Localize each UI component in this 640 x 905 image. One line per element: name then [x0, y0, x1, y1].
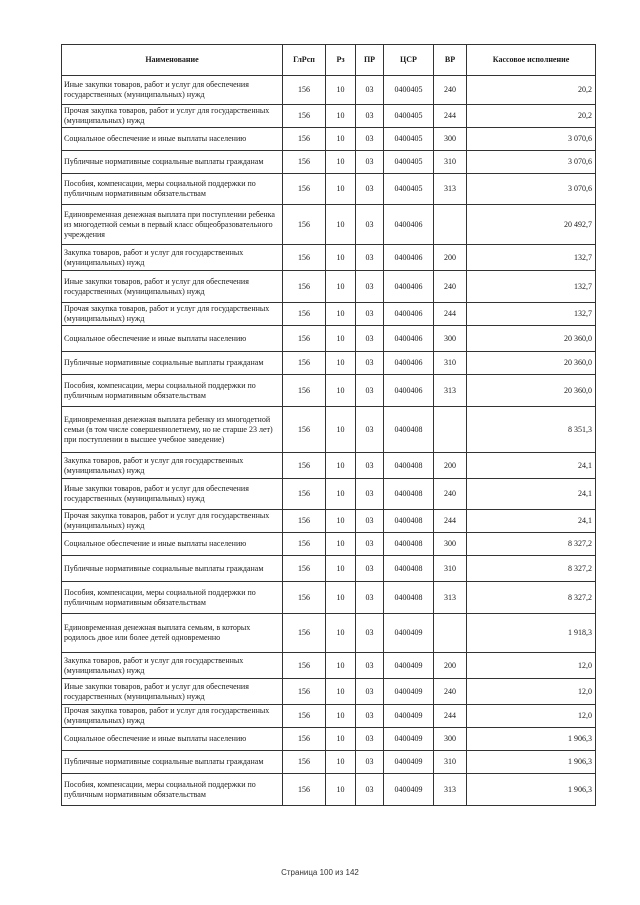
cell-rz: 10: [326, 245, 356, 271]
cell-rz: 10: [326, 407, 356, 453]
cell-rz: 10: [326, 151, 356, 174]
cell-amount: 20 360,0: [467, 375, 596, 407]
cell-rz: 10: [326, 705, 356, 728]
cell-name: Публичные нормативные социальные выплаты гражданам: [62, 352, 283, 375]
cell-rz: 10: [326, 271, 356, 303]
cell-vr: 200: [434, 245, 467, 271]
cell-csr: 0400408: [384, 582, 434, 614]
cell-pr: 03: [356, 479, 384, 510]
cell-amount: 12,0: [467, 705, 596, 728]
header-vr: ВР: [434, 45, 467, 76]
cell-pr: 03: [356, 174, 384, 205]
cell-vr: 313: [434, 582, 467, 614]
cell-glrsp: 156: [283, 271, 326, 303]
cell-csr: 0400405: [384, 174, 434, 205]
cell-amount: 8 351,3: [467, 407, 596, 453]
budget-table: [61, 44, 596, 806]
cell-csr: 0400409: [384, 774, 434, 806]
cell-csr: 0400405: [384, 76, 434, 105]
cell-csr: 0400406: [384, 326, 434, 352]
cell-rz: 10: [326, 453, 356, 479]
cell-pr: 03: [356, 582, 384, 614]
table-row: [62, 245, 596, 271]
cell-glrsp: 156: [283, 174, 326, 205]
page-number: Страница 100 из 142: [281, 868, 359, 877]
cell-rz: 10: [326, 533, 356, 556]
header-row: [62, 45, 596, 76]
cell-rz: 10: [326, 653, 356, 679]
cell-vr: [434, 407, 467, 453]
cell-pr: 03: [356, 556, 384, 582]
cell-pr: 03: [356, 510, 384, 533]
table-row: [62, 653, 596, 679]
cell-pr: 03: [356, 375, 384, 407]
table-row: [62, 453, 596, 479]
header-name: Наименование: [62, 45, 283, 76]
cell-amount: 132,7: [467, 245, 596, 271]
cell-amount: 8 327,2: [467, 582, 596, 614]
table-row: [62, 271, 596, 303]
cell-pr: 03: [356, 679, 384, 705]
cell-glrsp: 156: [283, 728, 326, 751]
cell-rz: 10: [326, 582, 356, 614]
cell-name: Пособия, компенсации, меры социальной поддержки по публичным нормативным обязательствам: [62, 582, 283, 614]
cell-glrsp: 156: [283, 245, 326, 271]
cell-csr: 0400406: [384, 352, 434, 375]
cell-name: Закупка товаров, работ и услуг для государственных (муниципальных) нужд: [62, 245, 283, 271]
cell-glrsp: 156: [283, 679, 326, 705]
cell-vr: 244: [434, 105, 467, 128]
cell-name: Единовременная денежная выплата семьям, в которых родилось двое или более детей одновременно: [62, 614, 283, 653]
cell-amount: 3 070,6: [467, 128, 596, 151]
cell-pr: 03: [356, 705, 384, 728]
table-row: [62, 751, 596, 774]
table-row: [62, 614, 596, 653]
table-row: [62, 326, 596, 352]
table-row: [62, 407, 596, 453]
cell-vr: 300: [434, 326, 467, 352]
cell-csr: 0400406: [384, 245, 434, 271]
cell-amount: 24,1: [467, 453, 596, 479]
cell-glrsp: 156: [283, 533, 326, 556]
cell-amount: 8 327,2: [467, 556, 596, 582]
cell-amount: 20 360,0: [467, 326, 596, 352]
cell-vr: 310: [434, 556, 467, 582]
table-row: [62, 151, 596, 174]
cell-rz: 10: [326, 76, 356, 105]
cell-csr: 0400408: [384, 453, 434, 479]
cell-rz: 10: [326, 105, 356, 128]
cell-vr: 244: [434, 303, 467, 326]
table-row: [62, 479, 596, 510]
cell-glrsp: 156: [283, 556, 326, 582]
cell-name: Прочая закупка товаров, работ и услуг для государственных (муниципальных) нужд: [62, 105, 283, 128]
cell-pr: 03: [356, 774, 384, 806]
header-rz: Рз: [326, 45, 356, 76]
cell-csr: 0400408: [384, 533, 434, 556]
cell-name: Пособия, компенсации, меры социальной поддержки по публичным нормативным обязательствам: [62, 774, 283, 806]
cell-glrsp: 156: [283, 653, 326, 679]
cell-vr: 300: [434, 533, 467, 556]
header-amount: Кассовое исполнение: [467, 45, 596, 76]
cell-glrsp: 156: [283, 352, 326, 375]
cell-csr: 0400409: [384, 679, 434, 705]
cell-csr: 0400408: [384, 510, 434, 533]
cell-pr: 03: [356, 751, 384, 774]
cell-amount: 20,2: [467, 76, 596, 105]
cell-pr: 03: [356, 303, 384, 326]
cell-pr: 03: [356, 533, 384, 556]
cell-amount: 24,1: [467, 510, 596, 533]
cell-glrsp: 156: [283, 479, 326, 510]
cell-pr: 03: [356, 407, 384, 453]
cell-amount: 3 070,6: [467, 151, 596, 174]
cell-rz: 10: [326, 352, 356, 375]
cell-glrsp: 156: [283, 614, 326, 653]
cell-csr: 0400406: [384, 375, 434, 407]
cell-csr: 0400406: [384, 271, 434, 303]
cell-amount: 20 492,7: [467, 205, 596, 245]
cell-name: Социальное обеспечение и иные выплаты населению: [62, 128, 283, 151]
cell-glrsp: 156: [283, 105, 326, 128]
cell-rz: 10: [326, 375, 356, 407]
cell-glrsp: 156: [283, 510, 326, 533]
cell-vr: 200: [434, 453, 467, 479]
cell-vr: 240: [434, 679, 467, 705]
cell-name: Иные закупки товаров, работ и услуг для обеспечения государственных (муниципальных) нужд: [62, 679, 283, 705]
cell-vr: 313: [434, 774, 467, 806]
table-row: [62, 205, 596, 245]
cell-name: Пособия, компенсации, меры социальной поддержки по публичным нормативным обязательствам: [62, 375, 283, 407]
cell-vr: 244: [434, 705, 467, 728]
cell-vr: 240: [434, 479, 467, 510]
table-row: [62, 533, 596, 556]
cell-rz: 10: [326, 510, 356, 533]
cell-rz: 10: [326, 174, 356, 205]
cell-amount: 12,0: [467, 679, 596, 705]
cell-amount: 1 906,3: [467, 751, 596, 774]
cell-name: Иные закупки товаров, работ и услуг для обеспечения государственных (муниципальных) нужд: [62, 76, 283, 105]
table-row: [62, 582, 596, 614]
cell-name: Прочая закупка товаров, работ и услуг для государственных (муниципальных) нужд: [62, 705, 283, 728]
cell-amount: 12,0: [467, 653, 596, 679]
cell-csr: 0400405: [384, 151, 434, 174]
cell-name: Прочая закупка товаров, работ и услуг для государственных (муниципальных) нужд: [62, 510, 283, 533]
cell-vr: 310: [434, 352, 467, 375]
table-row: [62, 174, 596, 205]
header-csr: ЦСР: [384, 45, 434, 76]
cell-csr: 0400408: [384, 479, 434, 510]
cell-glrsp: 156: [283, 128, 326, 151]
table-row: [62, 303, 596, 326]
cell-amount: 3 070,6: [467, 174, 596, 205]
cell-name: Прочая закупка товаров, работ и услуг для государственных (муниципальных) нужд: [62, 303, 283, 326]
cell-vr: 300: [434, 128, 467, 151]
table-row: [62, 105, 596, 128]
table-row: [62, 556, 596, 582]
cell-vr: 310: [434, 151, 467, 174]
cell-rz: 10: [326, 479, 356, 510]
cell-csr: 0400406: [384, 205, 434, 245]
cell-csr: 0400405: [384, 105, 434, 128]
cell-name: Пособия, компенсации, меры социальной поддержки по публичным нормативным обязательствам: [62, 174, 283, 205]
cell-csr: 0400405: [384, 128, 434, 151]
cell-rz: 10: [326, 679, 356, 705]
cell-pr: 03: [356, 205, 384, 245]
cell-vr: [434, 614, 467, 653]
cell-rz: 10: [326, 751, 356, 774]
cell-pr: 03: [356, 271, 384, 303]
cell-pr: 03: [356, 728, 384, 751]
cell-amount: 1 906,3: [467, 774, 596, 806]
cell-glrsp: 156: [283, 407, 326, 453]
cell-glrsp: 156: [283, 375, 326, 407]
cell-csr: 0400409: [384, 751, 434, 774]
cell-rz: 10: [326, 303, 356, 326]
cell-amount: 8 327,2: [467, 533, 596, 556]
table-row: [62, 76, 596, 105]
cell-csr: 0400409: [384, 728, 434, 751]
cell-rz: 10: [326, 326, 356, 352]
cell-glrsp: 156: [283, 205, 326, 245]
cell-csr: 0400409: [384, 705, 434, 728]
cell-rz: 10: [326, 205, 356, 245]
cell-name: Социальное обеспечение и иные выплаты населению: [62, 728, 283, 751]
cell-amount: 20 360,0: [467, 352, 596, 375]
cell-pr: 03: [356, 76, 384, 105]
cell-rz: 10: [326, 774, 356, 806]
cell-name: Иные закупки товаров, работ и услуг для обеспечения государственных (муниципальных) нужд: [62, 479, 283, 510]
cell-name: Социальное обеспечение и иные выплаты населению: [62, 533, 283, 556]
cell-vr: 240: [434, 271, 467, 303]
cell-name: Социальное обеспечение и иные выплаты населению: [62, 326, 283, 352]
cell-glrsp: 156: [283, 303, 326, 326]
cell-rz: 10: [326, 728, 356, 751]
cell-csr: 0400408: [384, 556, 434, 582]
cell-amount: 1 906,3: [467, 728, 596, 751]
cell-vr: [434, 205, 467, 245]
table-row: [62, 352, 596, 375]
cell-pr: 03: [356, 453, 384, 479]
cell-vr: 244: [434, 510, 467, 533]
cell-glrsp: 156: [283, 705, 326, 728]
cell-name: Иные закупки товаров, работ и услуг для обеспечения государственных (муниципальных) нужд: [62, 271, 283, 303]
table-row: [62, 128, 596, 151]
table-row: [62, 774, 596, 806]
cell-vr: 300: [434, 728, 467, 751]
cell-glrsp: 156: [283, 151, 326, 174]
cell-glrsp: 156: [283, 76, 326, 105]
cell-csr: 0400409: [384, 653, 434, 679]
cell-pr: 03: [356, 326, 384, 352]
table-row: [62, 510, 596, 533]
cell-vr: 240: [434, 76, 467, 105]
cell-amount: 132,7: [467, 303, 596, 326]
cell-glrsp: 156: [283, 326, 326, 352]
cell-pr: 03: [356, 128, 384, 151]
table-row: [62, 679, 596, 705]
cell-name: Закупка товаров, работ и услуг для государственных (муниципальных) нужд: [62, 453, 283, 479]
cell-vr: 310: [434, 751, 467, 774]
cell-csr: 0400408: [384, 407, 434, 453]
cell-vr: 313: [434, 174, 467, 205]
cell-pr: 03: [356, 245, 384, 271]
cell-name: Единовременная денежная выплата при поступлении ребенка из многодетной семьи в первый класс общеобразовательного учреждения: [62, 205, 283, 245]
cell-pr: 03: [356, 105, 384, 128]
cell-name: Единовременная денежная выплата ребенку из многодетной семьи (в том числе совершеннолетнему, но не старше 23 лет) при поступлении в высшее учебное заведение): [62, 407, 283, 453]
cell-amount: 132,7: [467, 271, 596, 303]
cell-csr: 0400409: [384, 614, 434, 653]
cell-pr: 03: [356, 151, 384, 174]
cell-csr: 0400406: [384, 303, 434, 326]
cell-pr: 03: [356, 653, 384, 679]
cell-rz: 10: [326, 556, 356, 582]
cell-name: Публичные нормативные социальные выплаты гражданам: [62, 151, 283, 174]
header-glrsp: ГлРсп: [283, 45, 326, 76]
table-row: [62, 705, 596, 728]
cell-rz: 10: [326, 128, 356, 151]
cell-amount: 24,1: [467, 479, 596, 510]
cell-amount: 20,2: [467, 105, 596, 128]
table-body: [62, 76, 596, 806]
cell-glrsp: 156: [283, 453, 326, 479]
cell-vr: 200: [434, 653, 467, 679]
cell-glrsp: 156: [283, 751, 326, 774]
cell-glrsp: 156: [283, 582, 326, 614]
table-row: [62, 375, 596, 407]
cell-name: Закупка товаров, работ и услуг для государственных (муниципальных) нужд: [62, 653, 283, 679]
cell-vr: 313: [434, 375, 467, 407]
cell-amount: 1 918,3: [467, 614, 596, 653]
cell-rz: 10: [326, 614, 356, 653]
cell-pr: 03: [356, 352, 384, 375]
cell-name: Публичные нормативные социальные выплаты гражданам: [62, 751, 283, 774]
table-row: [62, 728, 596, 751]
cell-pr: 03: [356, 614, 384, 653]
header-pr: ПР: [356, 45, 384, 76]
cell-name: Публичные нормативные социальные выплаты гражданам: [62, 556, 283, 582]
cell-glrsp: 156: [283, 774, 326, 806]
